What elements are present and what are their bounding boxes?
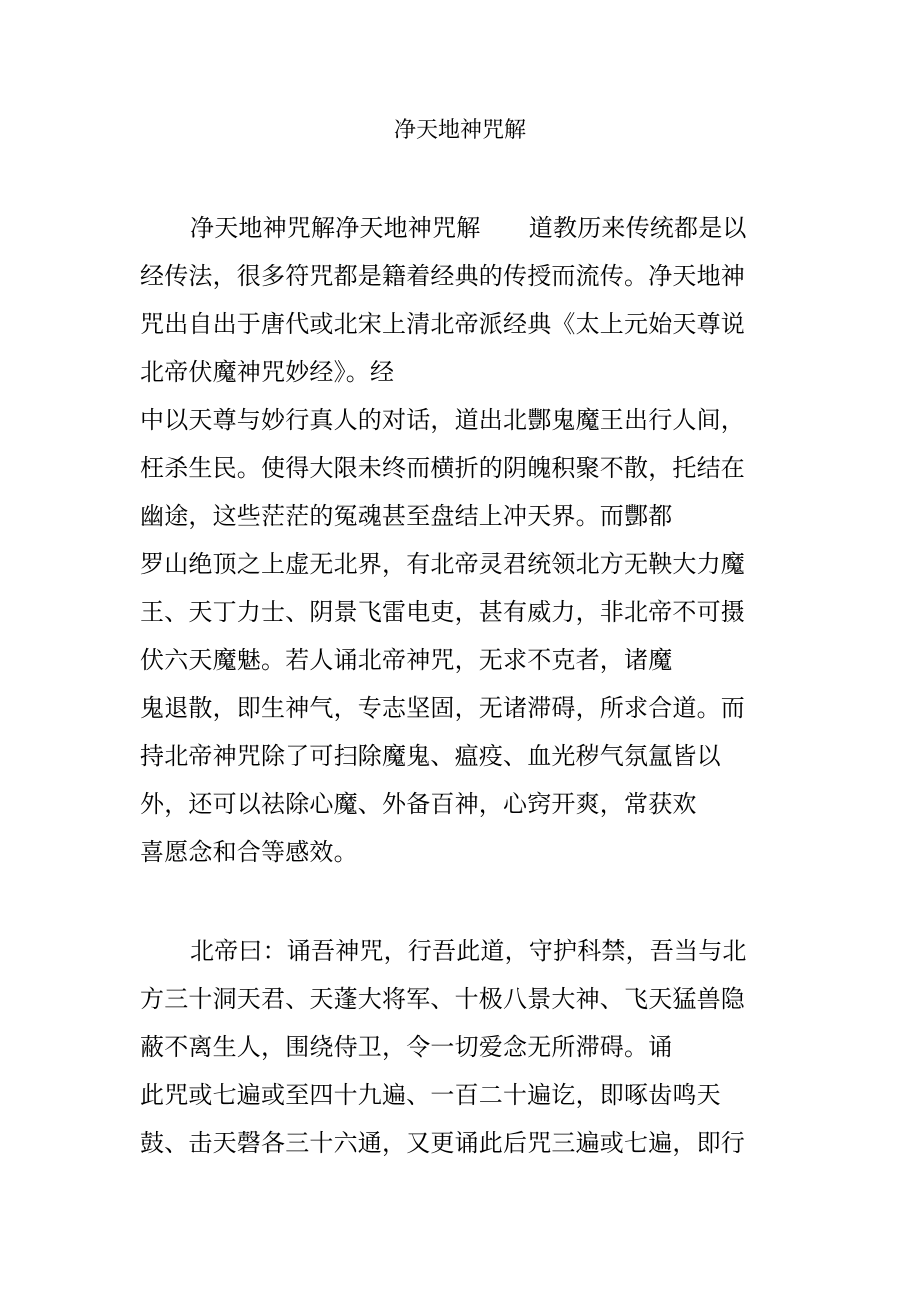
- text-line: 方三十洞天君、天蓬大将军、十极八景大神、飞天猛兽隐: [140, 985, 745, 1013]
- text-line: 伏六天魔魅。若人诵北帝神咒，无求不克者，诸魔: [140, 646, 673, 674]
- text-line: 枉杀生民。使得大限未终而横折的阴魄积聚不散，托结在: [140, 454, 745, 482]
- text-line: 北帝伏魔神咒妙经》。经: [140, 358, 395, 386]
- document-title: 净天地神咒解: [393, 118, 526, 143]
- text-line: 罗山绝顶之上虚无北界，有北帝灵君统领北方无鞅大力魔: [140, 550, 745, 578]
- text-line: 中以天尊与妙行真人的对话，道出北酆鬼魔王出行人间，: [140, 406, 745, 434]
- text-line: 鼓、击天磬各三十六通，又更诵此后咒三遍或七遍，即行: [140, 1129, 745, 1157]
- text-line: 王、天丁力士、阴景飞雷电吏，甚有威力，非北帝不可摄: [140, 598, 745, 626]
- text-line: 净天地神咒解净天地神咒解 道教历来传统都是以: [190, 214, 747, 242]
- text-line: 持北帝神咒除了可扫除魔鬼、瘟疫、血光秽气氛氲皆以: [140, 742, 721, 770]
- text-line: 经传法，很多符咒都是籍着经典的传授而流传。净天地神: [140, 262, 745, 290]
- text-line: 此咒或七遍或至四十九遍、一百二十遍讫，即啄齿鸣天: [140, 1081, 721, 1109]
- text-line: 鬼退散，即生神气，专志坚固，无诸滞碍，所求合道。而: [140, 694, 745, 722]
- text-line: 外，还可以祛除心魔、外备百神，心窍开爽，常获欢: [140, 790, 697, 818]
- paragraph-1: [140, 204, 764, 876]
- text-line: 幽途，这些茫茫的冤魂甚至盘结上冲天界。而酆都: [140, 502, 673, 530]
- text-line: 北帝曰：诵吾神咒，行吾此道，守护科禁，吾当与北: [190, 937, 747, 965]
- paragraph-2: [140, 927, 764, 1167]
- text-line: 咒出自出于唐代或北宋上清北帝派经典《太上元始天尊说: [140, 310, 745, 338]
- text-line: 喜愿念和合等感效。: [140, 838, 358, 866]
- text-line: 蔽不离生人，围绕侍卫，令一切爱念无所滞碍。诵: [140, 1033, 673, 1061]
